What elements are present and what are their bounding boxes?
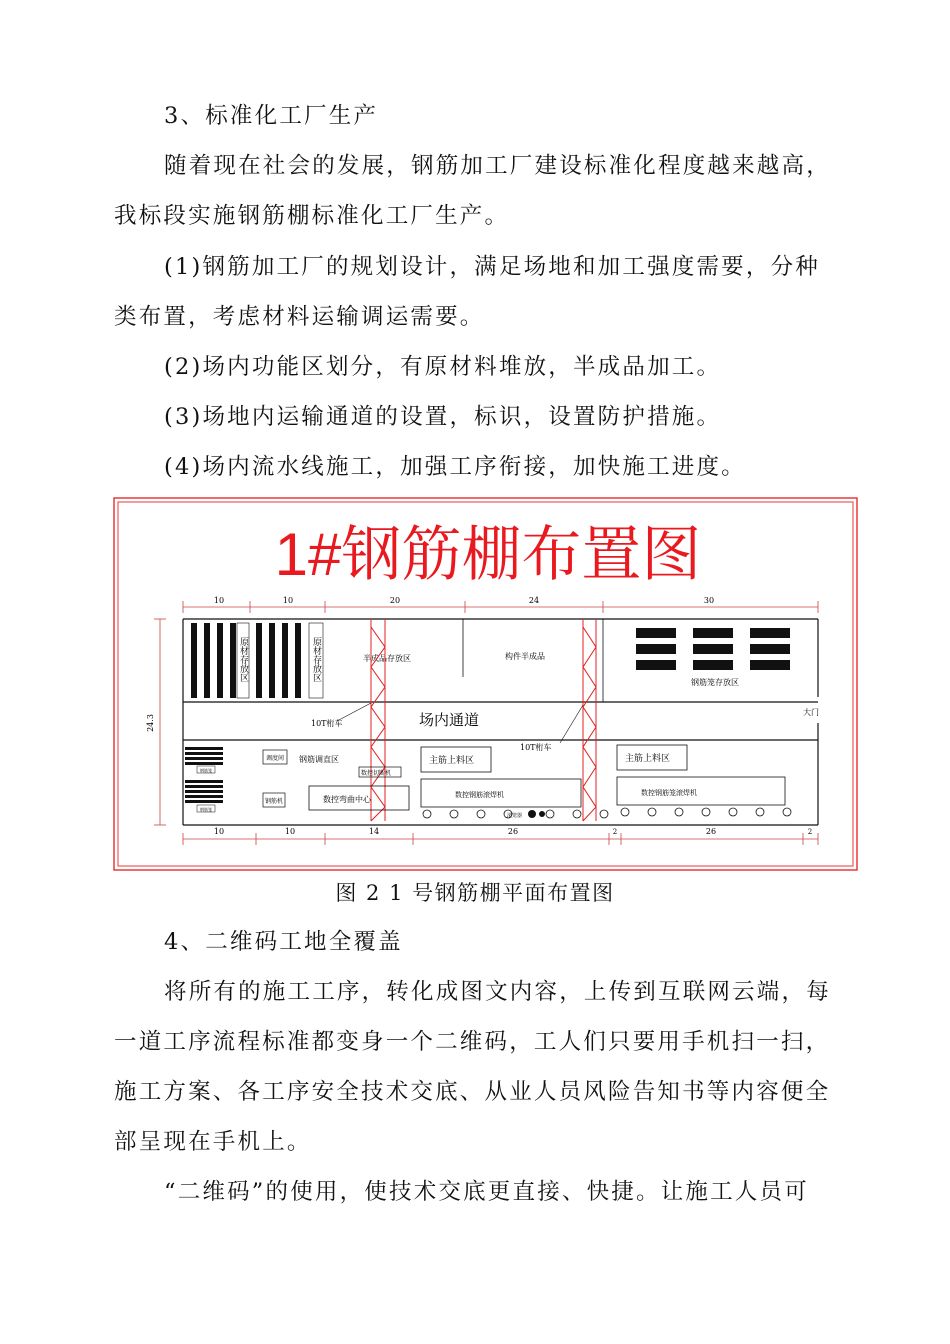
- list-item-1-cont: 类布置，考虑材料运输调运需要。: [114, 304, 485, 330]
- paragraph-line: “二维码”的使用，使技术交底更直接、快捷。让施工人员可: [164, 1179, 809, 1205]
- paragraph-line: 我标段实施钢筋棚标准化工厂生产。: [114, 203, 510, 229]
- bottom-dim-label: 14: [368, 827, 380, 836]
- cage-storage-blocks: [636, 628, 790, 670]
- paragraph-line: 随着现在社会的发展，钢筋加工厂建设标准化程度越来越高，: [164, 153, 831, 179]
- welder-label-1: 数控钢筋滚焊机: [455, 791, 504, 799]
- paragraph-line: 部呈现在手机上。: [114, 1129, 312, 1155]
- raw-store-label-1: 原材存放区: [238, 637, 248, 682]
- bottom-dim-label: 10: [213, 827, 225, 836]
- straight-area-label: 钢筋调直区: [299, 755, 339, 764]
- paragraph-line: 施工方案、各工序安全技术交底、从业人员风险告知书等内容便全: [114, 1079, 831, 1105]
- bottom-dim-label: 26: [705, 827, 717, 836]
- list-item-4: (4)场内流水线施工，加强工序衔接，加快施工进度。: [164, 454, 746, 480]
- bottom-dim-label: 10: [284, 827, 296, 836]
- main-feed-label-2: 主筋上料区: [625, 754, 671, 764]
- bottom-dim-label: 26: [507, 827, 519, 836]
- top-dim-label: 10: [282, 596, 294, 605]
- top-dim-label: 24: [528, 596, 540, 605]
- figure-title: 1#钢筋棚布置图: [274, 521, 702, 588]
- small-box-label: 钢筋笼: [200, 768, 212, 773]
- bottom-dim-label: 2: [612, 828, 618, 836]
- figure-caption: 图 2 1 号钢筋棚平面布置图: [335, 881, 615, 905]
- heading-qr-code: 4、二维码工地全覆盖: [164, 929, 403, 955]
- welder-label-2: 数控钢筋笼滚焊机: [641, 789, 697, 797]
- top-dim-label: 10: [213, 596, 225, 605]
- paragraph-line: 一道工序流程标准都变身一个二维码，工人们只要用手机扫一扫，: [114, 1029, 831, 1055]
- rollers-label: 滚笼器: [507, 813, 523, 819]
- paragraph-line: 将所有的施工工序，转化成图文内容，上传到互联网云端，每: [164, 979, 831, 1005]
- list-item-3: (3)场地内运输通道的设置，标识，设置防护措施。: [164, 404, 722, 430]
- main-feed-label-1: 主筋上料区: [429, 756, 475, 766]
- cutter-room-label: 钢筋机: [265, 798, 284, 805]
- crane-label-2: 10T桁车: [520, 743, 552, 752]
- top-dim-label: 30: [703, 596, 715, 605]
- layout-plan-figure: [113, 497, 858, 871]
- top-dim-label: 20: [389, 596, 401, 605]
- heading-standard-factory: 3、标准化工厂生产: [164, 103, 379, 129]
- small-box-label: 钢筋笼: [200, 807, 212, 812]
- gate-label: 大门: [803, 708, 819, 717]
- side-dim-label: 24.3: [146, 714, 155, 732]
- list-item-2: (2)场内功能区划分，有原材料堆放，半成品加工。: [164, 354, 722, 380]
- cage-store-label: 钢筋笼存放区: [691, 678, 739, 687]
- channel-label: 场内通道: [419, 711, 480, 729]
- bottom-dim-label: 2: [807, 828, 813, 836]
- office-label: 调度间: [266, 755, 285, 762]
- raw-store-label-2: 原材存放区: [311, 637, 321, 682]
- list-item-1: (1)钢筋加工厂的规划设计，满足场地和加工强度需要，分种: [164, 254, 820, 280]
- semi-store-label: 半成品存放区: [363, 654, 411, 663]
- crane-label-1: 10T桁车: [311, 719, 343, 728]
- parts-semi-label: 构件半成品: [505, 652, 545, 661]
- bending-center-label: 数控弯曲中心: [323, 795, 371, 804]
- machine-label: 数控切断机: [361, 770, 392, 777]
